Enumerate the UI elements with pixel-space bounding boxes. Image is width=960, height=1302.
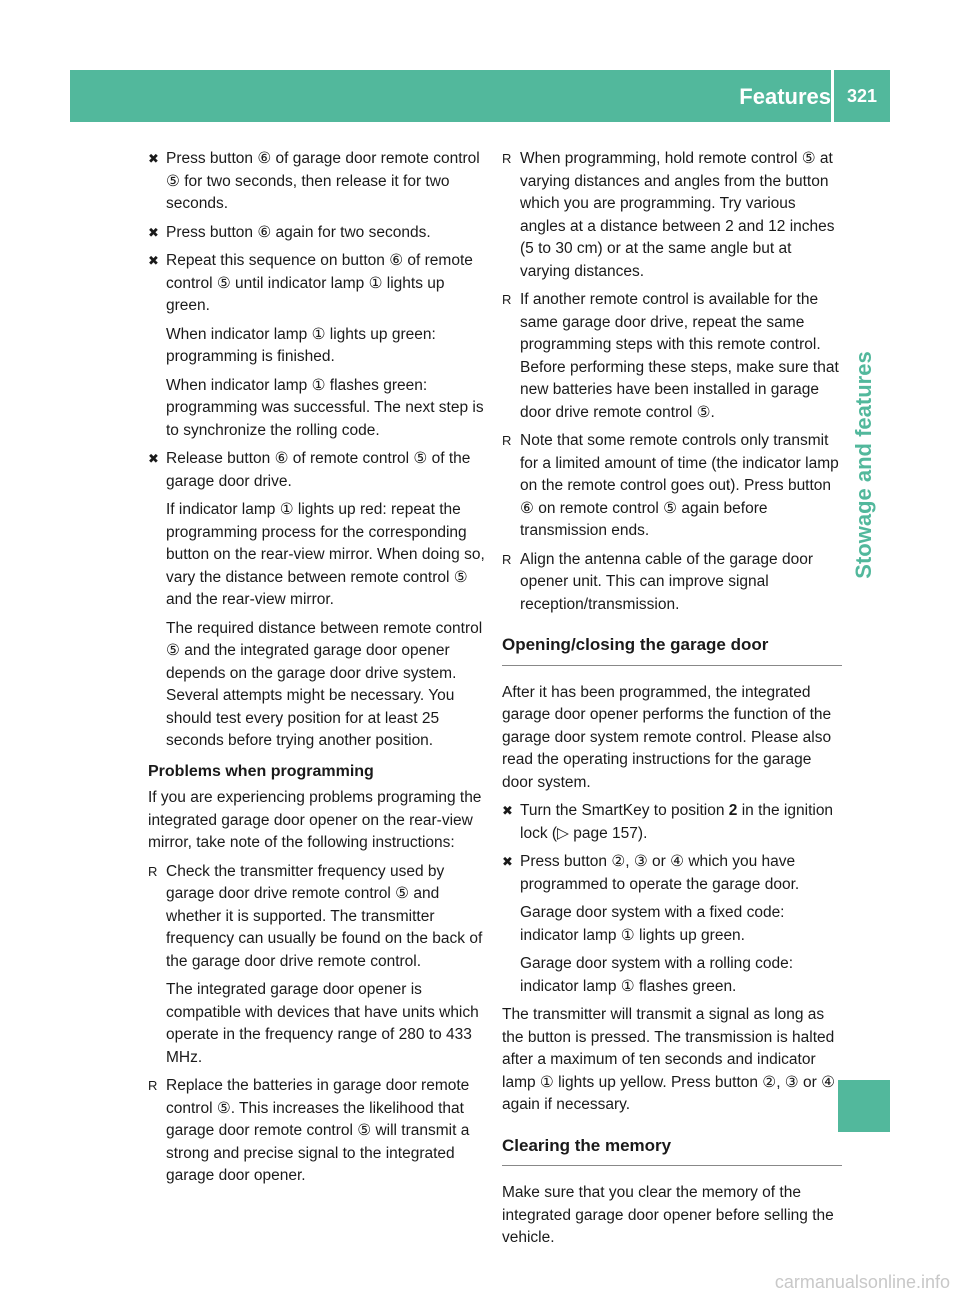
step-item [502,851,842,896]
side-tab [838,230,890,700]
bullet-text: Note that some remote controls only transmit for a limited amount of time (the indicator lamp on the remote control goes out). Press button ⑥ on remote control ⑤ again before transmission ends. [520,432,839,539]
clearing-heading: Clearing the memory [502,1135,842,1167]
bullet-text: Align the antenna cable of the garage door opener unit. This can improve signal reception/transmission. [520,550,814,613]
side-tab-label: Stowage and features [851,351,876,579]
step-arrow-icon: ✖ [148,151,159,166]
step-text-post: in the ignition lock (▷ page 157). [520,802,834,842]
section-title: Features [739,84,831,109]
step-text-bold: 2 [728,802,738,819]
bullet-icon: R [148,863,158,879]
step-text: Press button ②, ③ or ④ which you have programmed to operate the garage door. [520,853,800,893]
side-marker [838,1080,890,1132]
step-text: Press button ⑥ of garage door remote control ⑤ for two seconds, then release it for two seconds. [166,150,480,212]
step-arrow-icon: ✖ [502,854,513,869]
step-arrow-icon: ✖ [502,803,513,818]
opening-intro: After it has been programmed, the integrated garage door opener performs the function of the garage door system remote control. Please also read the operating instructions for the garage door system. [502,683,832,791]
step-item [148,448,488,493]
note-text: The required distance between remote control ⑤ and the integrated garage door opener depends on the garage door drive system. Several attempts might be necessary. You should test every position for at least 25 seconds before trying another position. [166,619,483,749]
note-text: When indicator lamp ① lights up green: programming is finished. [166,325,436,365]
step-item [148,148,488,216]
bullet-item [502,289,842,424]
bullet-icon: R [502,292,512,307]
bullet-item [502,549,842,617]
bullet-icon: R [502,151,512,166]
bullet-text: Replace the batteries in garage door remote control ⑤. This increases the likelihood that garage door remote control ⑤ will transmit a strong and precise signal to the integrated garage door opener. [166,1077,470,1184]
transmit-paragraph: The transmitter will transmit a signal as long as the button is pressed. The transmission is halted after a maximum of ten seconds and indicator lamp ① lights up yellow. Press button ②, ③ or ④ again if necessary. [502,1006,835,1113]
note-text: The integrated garage door opener is compatible with devices that have units which operate in the frequency range of 280 to 433 MHz. [166,981,479,1066]
bullet-text: Check the transmitter frequency used by garage door drive remote control ⑤ and whether it is supported. The transmitter frequency can usually be found on the back of the garage door drive remote control. [166,862,483,970]
bullet-item [148,861,488,974]
opening-heading: Opening/closing the garage door [502,634,842,666]
header-bar [70,70,890,122]
bullet-text: If another remote control is available for the same garage door drive, repeat the same programming steps with this remote control. Before performing these steps, make sure that new batteries have been installed in garage door drive remote control ⑤. [520,291,839,421]
step-text: Release button ⑥ of remote control ⑤ of the garage door drive. [166,450,471,490]
bullet-icon: R [502,433,512,448]
note-text: Garage door system with a rolling code: indicator lamp ① flashes green. [520,955,794,995]
step-arrow-icon: ✖ [148,253,159,268]
step-text-pre: Turn the SmartKey to position [520,802,729,819]
problems-intro: If you are experiencing problems programing the integrated garage door opener on the rear-view mirror, take note of the following instructions: [148,789,482,851]
right-column [502,148,842,1256]
step-arrow-icon: ✖ [148,224,159,240]
bullet-item [502,430,842,543]
step-item [148,250,488,318]
step-text: Repeat this sequence on button ⑥ of remote control ⑤ until indicator lamp ① lights up green. [166,252,473,314]
step-item [148,222,488,245]
bullet-item [502,148,842,283]
step-text: Press button ⑥ again for two seconds. [166,223,431,241]
bullet-icon: R [502,551,512,567]
bullet-text: When programming, hold remote control ⑤ at varying distances and angles from the button which you are programming. Try various angles at a distance between 2 and 12 inches (5 to 30 cm) or at the same angle but at varying distances. [520,150,835,280]
problems-heading: Problems when programming [148,762,374,780]
note-text: When indicator lamp ① flashes green: programming was successful. The next step is to synchronize the rolling code. [166,376,484,439]
bullet-item [148,1075,488,1188]
page-number: 321 [846,86,878,106]
watermark: carmanualsonline.info [774,1272,950,1292]
step-item [502,800,842,845]
left-column [148,148,488,1194]
clearing-paragraph: Make sure that you clear the memory of the integrated garage door opener before selling the vehicle. [502,1184,834,1246]
note-text: Garage door system with a fixed code: indicator lamp ① lights up green. [520,904,785,944]
bullet-icon: R [148,1078,158,1093]
note-text: If indicator lamp ① lights up red: repeat the programming process for the corresponding button on the rear-view mirror. When doing so, vary the distance between remote control ⑤ and the rear-view mirror. [166,501,485,608]
step-arrow-icon: ✖ [148,451,159,466]
